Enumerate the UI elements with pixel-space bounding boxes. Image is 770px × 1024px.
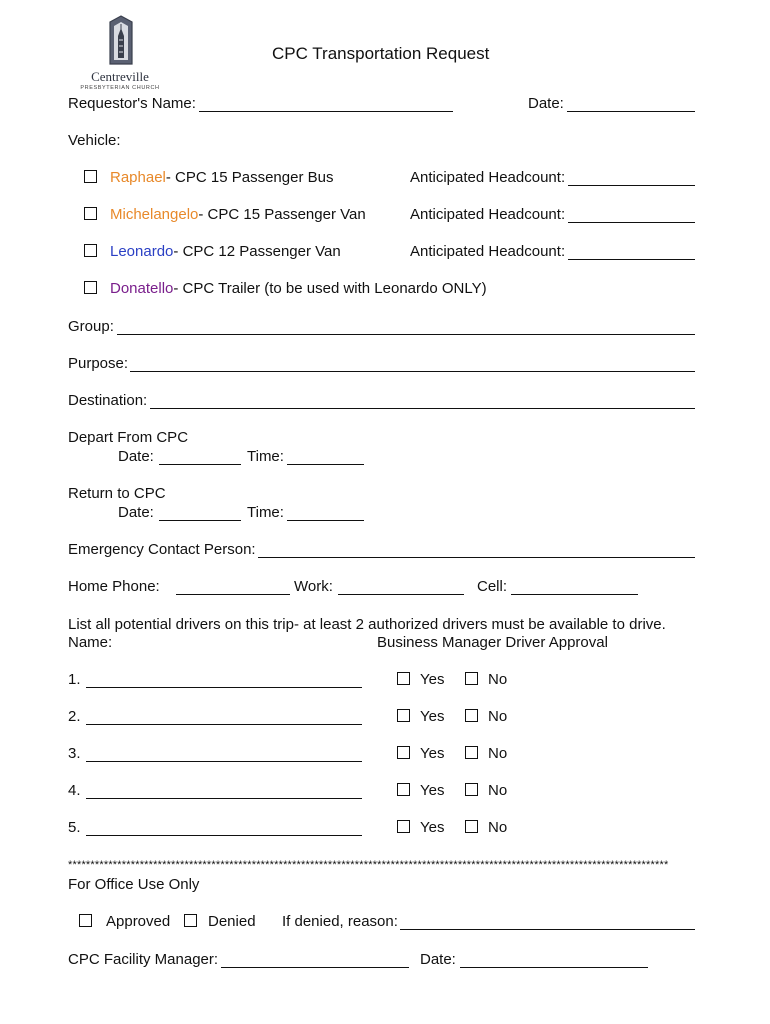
- driver-name-field[interactable]: [86, 798, 362, 799]
- destination-field[interactable]: [150, 408, 695, 409]
- vehicle-desc: - CPC 12 Passenger Van: [173, 243, 341, 260]
- driver-no-checkbox[interactable]: [465, 672, 478, 685]
- logo-name: Centreville: [91, 69, 149, 84]
- vehicle-text: [110, 243, 341, 261]
- approved-label: Approved: [106, 913, 171, 930]
- return-time-field[interactable]: [287, 520, 364, 521]
- no-label: No: [488, 819, 508, 836]
- driver-number: 2.: [68, 708, 81, 725]
- driver-number: 4.: [68, 782, 81, 799]
- vehicle-checkbox-raphael[interactable]: [84, 170, 97, 183]
- office-use-heading: For Office Use Only: [68, 876, 200, 893]
- denied-reason-field[interactable]: [400, 929, 695, 930]
- drivers-approval-header: Business Manager Driver Approval: [377, 634, 608, 651]
- driver-yes-checkbox[interactable]: [397, 820, 410, 833]
- headcount-field[interactable]: [568, 222, 695, 223]
- driver-yes-checkbox[interactable]: [397, 783, 410, 796]
- group-label: Group:: [68, 318, 114, 335]
- emergency-contact-field[interactable]: [258, 557, 695, 558]
- vehicle-name: Leonardo: [110, 243, 174, 260]
- depart-date-label: Date:: [118, 448, 154, 465]
- yes-label: Yes: [420, 819, 445, 836]
- facility-date-field[interactable]: [460, 967, 648, 968]
- vehicle-desc: - CPC 15 Passenger Bus: [165, 169, 334, 186]
- requestor-label: Requestor's Name:: [68, 95, 196, 112]
- denied-checkbox[interactable]: [184, 914, 197, 927]
- drivers-instructions: List all potential drivers on this trip- at least 2 authorized drivers must be available to drive.: [68, 616, 666, 633]
- depart-label: Depart From CPC: [68, 429, 189, 446]
- vehicle-label: Vehicle:: [68, 132, 121, 149]
- no-label: No: [488, 745, 508, 762]
- vehicle-text: [110, 206, 366, 224]
- driver-no-checkbox[interactable]: [465, 783, 478, 796]
- vehicle-checkbox-leonardo[interactable]: [84, 244, 97, 257]
- yes-label: Yes: [420, 745, 445, 762]
- yes-label: Yes: [420, 782, 445, 799]
- driver-number: 1.: [68, 671, 81, 688]
- driver-name-field[interactable]: [86, 724, 362, 725]
- denied-reason-label: If denied, reason:: [282, 913, 398, 930]
- home-phone-label: Home Phone:: [68, 578, 160, 595]
- depart-time-label: Time:: [247, 448, 284, 465]
- denied-label: Denied: [208, 913, 256, 930]
- work-phone-label: Work:: [294, 578, 333, 595]
- driver-yes-checkbox[interactable]: [397, 672, 410, 685]
- facility-manager-label: CPC Facility Manager:: [68, 951, 219, 968]
- facility-date-label: Date:: [420, 951, 456, 968]
- facility-manager-field[interactable]: [221, 967, 409, 968]
- yes-label: Yes: [420, 671, 445, 688]
- no-label: No: [488, 671, 508, 688]
- return-label: Return to CPC: [68, 485, 166, 502]
- return-date-label: Date:: [118, 504, 154, 521]
- work-phone-field[interactable]: [338, 594, 464, 595]
- form-title: CPC Transportation Request: [272, 44, 490, 63]
- vehicle-desc: - CPC 15 Passenger Van: [198, 206, 366, 223]
- emergency-contact-label: Emergency Contact Person:: [68, 541, 256, 558]
- home-phone-field[interactable]: [176, 594, 290, 595]
- driver-number: 3.: [68, 745, 81, 762]
- driver-no-checkbox[interactable]: [465, 820, 478, 833]
- purpose-label: Purpose:: [68, 355, 129, 372]
- no-label: No: [488, 708, 508, 725]
- headcount-field[interactable]: [568, 185, 695, 186]
- driver-no-checkbox[interactable]: [465, 746, 478, 759]
- requestor-name-field[interactable]: [199, 111, 453, 112]
- destination-label: Destination:: [68, 392, 148, 409]
- return-date-field[interactable]: [159, 520, 241, 521]
- headcount-label: Anticipated Headcount:: [410, 169, 566, 186]
- group-field[interactable]: [117, 334, 695, 335]
- driver-name-field[interactable]: [86, 687, 362, 688]
- no-label: No: [488, 782, 508, 799]
- driver-name-field[interactable]: [86, 835, 362, 836]
- vehicle-text: [110, 169, 333, 187]
- cell-phone-field[interactable]: [511, 594, 638, 595]
- driver-yes-checkbox[interactable]: [397, 746, 410, 759]
- church-building-icon: [106, 14, 136, 66]
- purpose-field[interactable]: [130, 371, 695, 372]
- yes-label: Yes: [420, 708, 445, 725]
- vehicle-name: Michelangelo: [110, 206, 199, 223]
- date-field[interactable]: [567, 111, 695, 112]
- vehicle-checkbox-donatello[interactable]: [84, 281, 97, 294]
- approved-checkbox[interactable]: [79, 914, 92, 927]
- cell-phone-label: Cell:: [477, 578, 508, 595]
- vehicle-text: [110, 280, 487, 298]
- separator: **************************************************************************************************************************************: [68, 859, 669, 871]
- vehicle-desc: - CPC Trailer (to be used with Leonardo ONLY): [173, 280, 487, 297]
- return-time-label: Time:: [247, 504, 284, 521]
- vehicle-name: Raphael: [110, 169, 166, 186]
- driver-yes-checkbox[interactable]: [397, 709, 410, 722]
- vehicle-checkbox-michelangelo[interactable]: [84, 207, 97, 220]
- headcount-label: Anticipated Headcount:: [410, 243, 566, 260]
- drivers-name-header: Name:: [68, 634, 113, 651]
- driver-no-checkbox[interactable]: [465, 709, 478, 722]
- church-logo: [75, 14, 165, 94]
- logo-subtitle: PRESBYTERIAN CHURCH: [80, 85, 160, 91]
- headcount-field[interactable]: [568, 259, 695, 260]
- depart-time-field[interactable]: [287, 464, 364, 465]
- headcount-label: Anticipated Headcount:: [410, 206, 566, 223]
- driver-number: 5.: [68, 819, 81, 836]
- depart-date-field[interactable]: [159, 464, 241, 465]
- driver-name-field[interactable]: [86, 761, 362, 762]
- date-label: Date:: [528, 95, 564, 112]
- vehicle-name: Donatello: [110, 280, 174, 297]
